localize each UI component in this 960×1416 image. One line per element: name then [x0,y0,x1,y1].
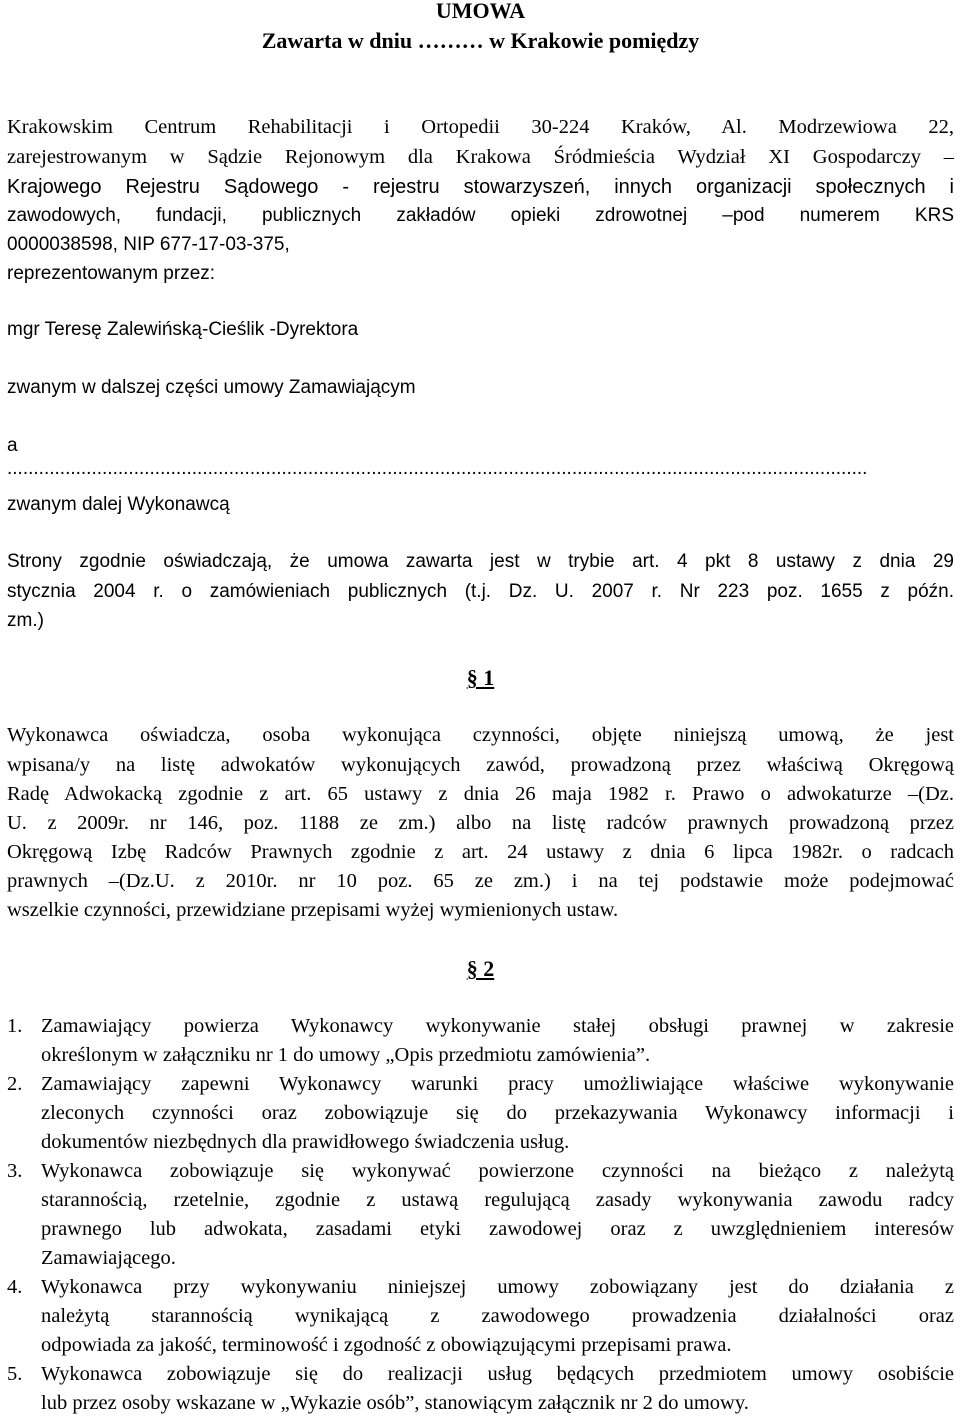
party-line: zarejestrowanym w Sądzie Rejonowym dla Krakowa Śródmieścia Wydział XI Gospodarczy – [7,146,954,168]
item-number: 4. [7,1276,23,1298]
item-number: 3. [7,1160,23,1182]
section-1-line: wpisana/y na listę adwokatów wykonujących zawód, prowadzoną przez właściwą Okręgową [7,754,954,776]
item-line: dokumentów niezbędnych dla prawidłowego świadczenia usług. [41,1131,570,1153]
item-line: Zamawiającego. [41,1247,176,1269]
item-line: Zamawiający zapewni Wykonawcy warunki pracy umożliwiające właściwe wykonywanie [41,1073,954,1095]
section-1-line: U. z 2009r. nr 146, poz. 1188 ze zm.) albo na listę radców prawnych prowadzoną przez [7,812,954,834]
document-title: UMOWA [435,0,526,23]
party-line: reprezentowanym przez: [7,263,216,284]
party-line: 0000038598, NIP 677-17-03-375, [7,234,290,255]
item-line: określonym w załączniku nr 1 do umowy „Opis przedmiotu zamówienia”. [41,1044,651,1066]
item-line: odpowiada za jakość, terminowość i zgodność z obowiązującymi przepisami prawa. [41,1334,732,1356]
section-1-line: wszelkie czynności, przewidziane przepisami wyżej wymienionych ustaw. [7,899,619,921]
document-subtitle: Zawarta w dniu ……… w Krakowie pomiędzy [261,28,700,53]
statement-line: Strony zgodnie oświadczają, że umowa zawarta jest w trybie art. 4 pkt 8 ustawy z dnia 29 [7,551,954,572]
item-line: należytą starannością wynikającą z zawodowego prowadzenia działalności oraz [41,1305,954,1327]
party-line: zawodowych, fundacji, publicznych zakładów opieki zdrowotnej –pod numerem KRS [7,205,954,226]
item-line: prawnego lub adwokata, zasadami etyki zawodowej oraz z uwzględnieniem interesów [41,1218,954,1240]
section-1-line: Radę Adwokacką zgodnie z art. 65 ustawy z dnia 26 maja 1982 r. Prawo o adwokaturze –(Dz. [7,783,954,805]
item-number: 5. [7,1363,23,1385]
item-line: starannością, rzetelnie, zgodnie z ustawą regulującą zasady wykonywania zawodu radcy [41,1189,954,1211]
item-line: lub przez osoby wskazane w „Wykazie osób”, stanowiącym załącznik nr 2 do umowy. [41,1392,749,1414]
item-line: zleconych czynności oraz zobowiązuje się do przekazywania Wykonawcy informacji i [41,1102,954,1124]
party-line: Krajowego Rejestru Sądowego - rejestru stowarzyszeń, innych organizacji społecznych i [7,176,954,198]
statement-line: stycznia 2004 r. o zamówieniach publicznych (t.j. Dz. U. 2007 r. Nr 223 poz. 1655 z późn. [7,581,954,602]
conjunction-and: a [7,435,18,456]
item-line: Wykonawca przy wykonywaniu niniejszej umowy zobowiązany jest do działania z [41,1276,954,1298]
item-line: Zamawiający powierza Wykonawcy wykonywanie stałej obsługi prawnej w zakresie [41,1015,954,1037]
item-number: 1. [7,1015,23,1037]
contractor-label: zwanym dalej Wykonawcą [7,494,230,515]
ordering-party: zwanym w dalszej części umowy Zamawiającym [7,377,416,398]
item-line: Wykonawca zobowiązuje się do realizacji usług będących przedmiotem umowy osobiście [41,1363,954,1385]
item-number: 2. [7,1073,23,1095]
statement-line: zm.) [7,610,44,631]
item-line: Wykonawca zobowiązuje się wykonywać powierzone czynności na bieżąco z należytą [41,1160,954,1182]
section-1-line: Wykonawca oświadcza, osoba wykonująca czynności, objęte niniejszą umową, że jest [7,724,954,746]
contractor-placeholder-dots: ................................................................................................................................................................... [7,459,868,478]
section-2-heading: § 2 [466,956,495,981]
party-line: Krakowskim Centrum Rehabilitacji i Ortopedii 30-224 Kraków, Al. Modrzewiowa 22, [7,116,954,138]
section-1-line: Okręgową Izbę Radców Prawnych zgodnie z art. 24 ustawy z dnia 6 lipca 1982r. o radcach [7,841,954,863]
section-1-heading: § 1 [466,665,495,690]
section-1-line: prawnych –(Dz.U. z 2010r. nr 10 poz. 65 ze zm.) i na tej podstawie może podejmować [7,870,954,892]
representative: mgr Teresę Zalewińską-Cieślik -Dyrektora [7,319,359,340]
